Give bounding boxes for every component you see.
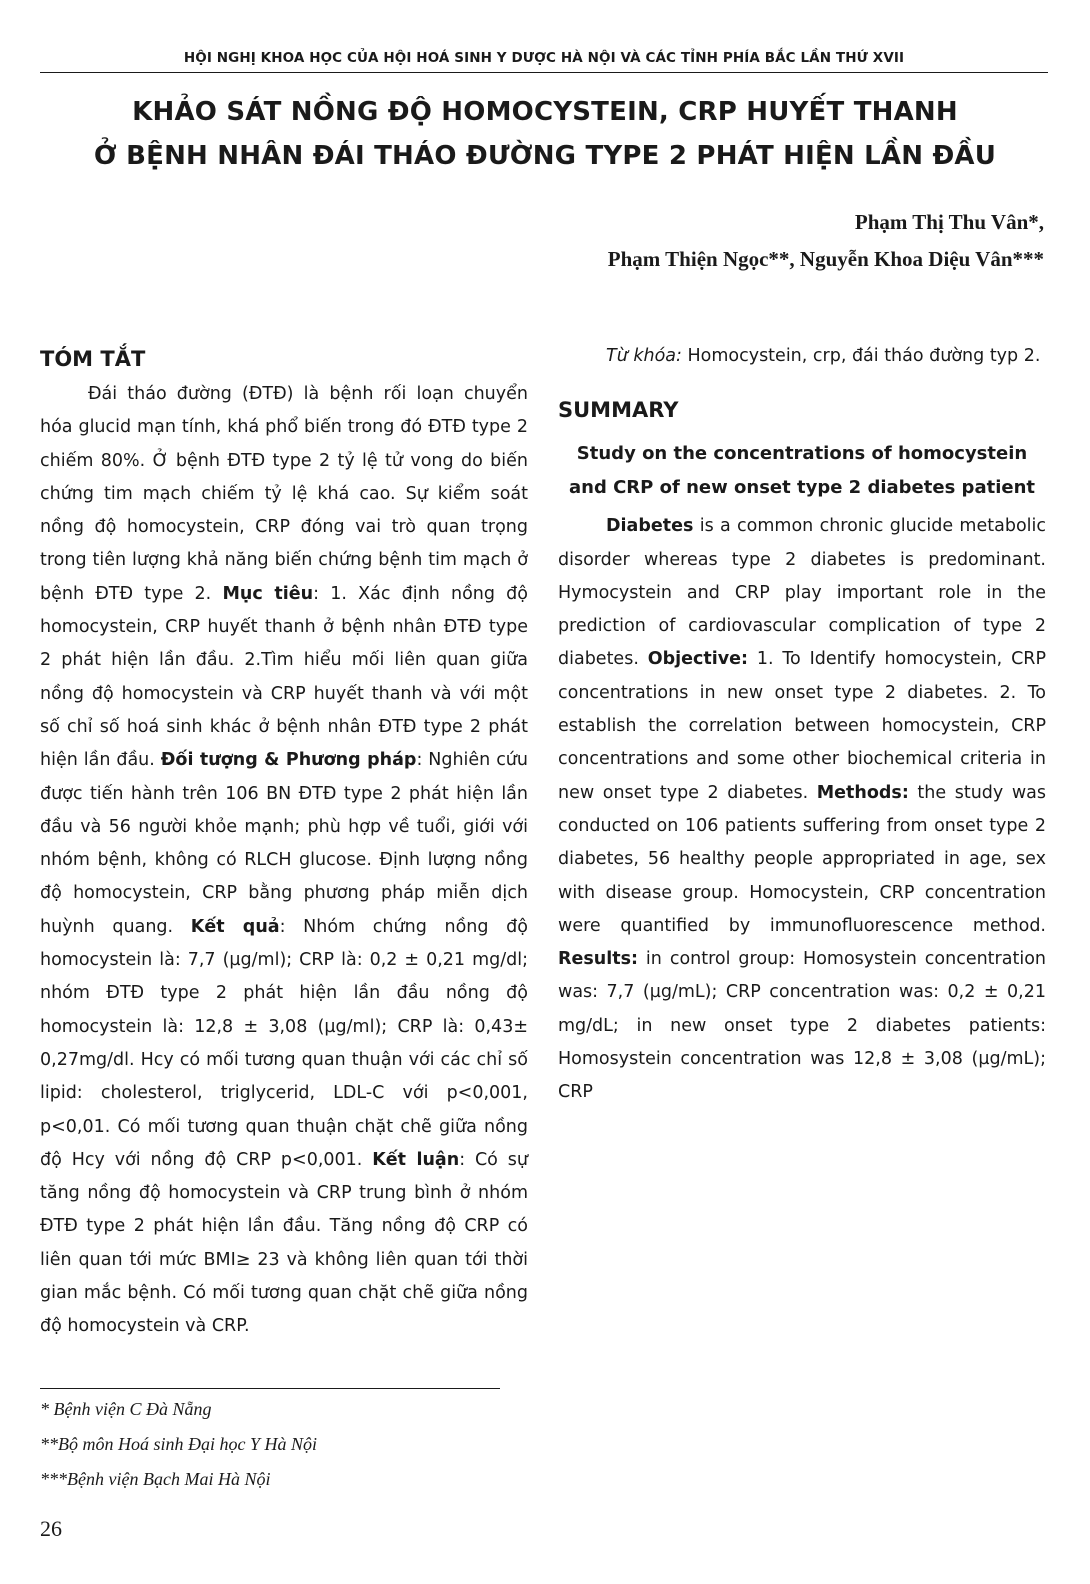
abstract-vi-body — [40, 378, 528, 1344]
page-number: 26 — [40, 1516, 62, 1541]
running-header: HỘI NGHỊ KHOA HỌC CỦA HỘI HOÁ SINH Y DƯỢC HÀ NỘI VÀ CÁC TỈNH PHÍA BẮC LẦN THỨ XVII — [183, 50, 905, 66]
keywords-text: Homocystein, crp, đái tháo đường typ 2. — [681, 346, 1041, 366]
summary-body — [558, 510, 1046, 1109]
methods-text-en: the study was conducted on 106 patients suffering from onset type 2 diabetes, 56 healthy people appropriated in age, sex with disease group. Homocystein, CRP concentration were quantified by immunofluorescence method. — [558, 782, 1046, 936]
author-line-1: Phạm Thị Thu Vân*, — [854, 210, 1044, 234]
title-line-2: Ở BỆNH NHÂN ĐÁI THÁO ĐƯỜNG TYPE 2 PHÁT HIỆN LẦN ĐẦU — [93, 141, 997, 171]
author-list — [608, 204, 1044, 278]
methods-text-vi: : Nghiên cứu được tiến hành trên 106 BN ĐTĐ type 2 phát hiện lần đầu và 56 người khỏe mạnh; phù hợp về tuổi, giới với nhóm bệnh, không có RLCH glucose. Định lượng nồng độ homocystein, CRP bằng phương pháp miễn dịch huỳnh quang. — [40, 750, 528, 937]
article-title — [40, 90, 1050, 178]
results-text-vi: : Nhóm chứng nồng độ homocystein là: 7,7 (µg/ml); CRP là: 0,2 ± 0,21 mg/dl; nhóm ĐTĐ type 2 phát hiện lần đầu nồng độ homocystein là: 12,8 ± 3,08 (µg/ml); CRP là: 0,43± 0,27mg/dl. Hcy có mối tương quan thuận với các chỉ số lipid: cholesterol, triglycerid, LDL-C với p<0,001, p<0,01. Có mối tương quan thuận chặt chẽ giữa nồng độ Hcy với nồng độ CRP p<0,001. — [40, 916, 528, 1170]
conclusion-text-vi: : Có sự tăng nồng độ homocystein và CRP trung bình ở nhóm ĐTĐ type 2 phát hiện lần đầu. Tăng nồng độ CRP có liên quan tới mức BMI≥ 23 và không liên quan tới thời gian mắc bệnh. Có mối tương quan chặt chẽ giữa nồng độ homocystein và CRP. — [40, 1149, 528, 1337]
objective-label-vi: Mục tiêu — [222, 583, 314, 604]
diabetes-label: Diabetes — [606, 516, 694, 537]
footnote-rule — [40, 1388, 500, 1389]
abstract-vi-intro: Đái tháo đường (ĐTĐ) là bệnh rối loạn chuyển hóa glucid mạn tính, khá phổ biến trong đó ĐTĐ type 2 chiếm 80%. Ở bệnh ĐTĐ type 2 tỷ lệ tử vong do biến chứng tim mạch chiếm tỷ lệ khá cao. Sự kiểm soát nồng độ homocystein, CRP đóng vai trò quan trọng trong tiên lượng khả năng biến chứng bệnh tim mạch ở bệnh ĐTĐ type 2. — [40, 384, 528, 604]
author-line-2: Phạm Thiện Ngọc**, Nguyễn Khoa Diệu Vân*** — [607, 247, 1044, 271]
footnote-3: ***Bệnh viện Bạch Mai Hà Nội — [40, 1469, 271, 1489]
results-label-vi: Kết quả — [190, 916, 280, 937]
results-label-en: Results: — [558, 949, 638, 970]
footnote-2: **Bộ môn Hoá sinh Đại học Y Hà Nội — [40, 1434, 318, 1454]
methods-label-en: Methods: — [816, 782, 909, 803]
objective-text-en: 1. To Identify homocystein, CRP concentrations in new onset type 2 diabetes. 2. To establish the correlation between homocystein, CRP concentrations and some other biochemical criteria in new onset type 2 diabetes. — [558, 649, 1046, 803]
abstract-vietnamese — [40, 340, 528, 1344]
objective-label-en: Objective: — [647, 649, 749, 670]
conclusion-label-vi: Kết luận — [372, 1149, 460, 1170]
summary-heading: SUMMARY — [558, 398, 679, 423]
results-text-en: in control group: Homosystein concentration was: 7,7 (µg/mL); CRP concentration was: 0,2 ± 0,21 mg/dL; in new onset type 2 diabetes patients: Homosystein concentration was 12,8 ± 3,08 (µg/mL); CRP — [558, 949, 1046, 1103]
methods-label-vi: Đối tượng & Phương pháp — [160, 750, 417, 771]
keywords-vi — [558, 340, 1046, 373]
abstract-english — [558, 340, 1046, 1110]
summary-subtitle: Study on the concentrations of homocystein and CRP of new onset type 2 diabetes patient — [568, 443, 1035, 498]
footnotes — [40, 1392, 317, 1497]
title-line-1: KHẢO SÁT NỒNG ĐỘ HOMOCYSTEIN, CRP HUYẾT THANH — [132, 97, 958, 127]
objective-text-vi: : 1. Xác định nồng độ homocystein, CRP huyết thanh ở bệnh nhân ĐTĐ type 2 phát hiện lần đầu. 2.Tìm hiểu mối liên quan giữa nồng độ homocystein và CRP huyết thanh và với một số chỉ số hoá sinh khác ở bệnh nhân ĐTĐ type 2 phát hiện lần đầu. — [40, 583, 528, 771]
keywords-label: Từ khóa: — [606, 346, 682, 366]
footnote-1: * Bệnh viện C Đà Nẵng — [40, 1399, 212, 1419]
header-rule — [40, 72, 1048, 73]
abstract-vi-heading: TÓM TẮT — [40, 347, 146, 371]
summary-intro: is a common chronic glucide metabolic disorder whereas type 2 diabetes is predominant. Hymocystein and CRP play important role in the prediction of cardiovascular complication of type 2 diabetes. — [558, 516, 1046, 670]
